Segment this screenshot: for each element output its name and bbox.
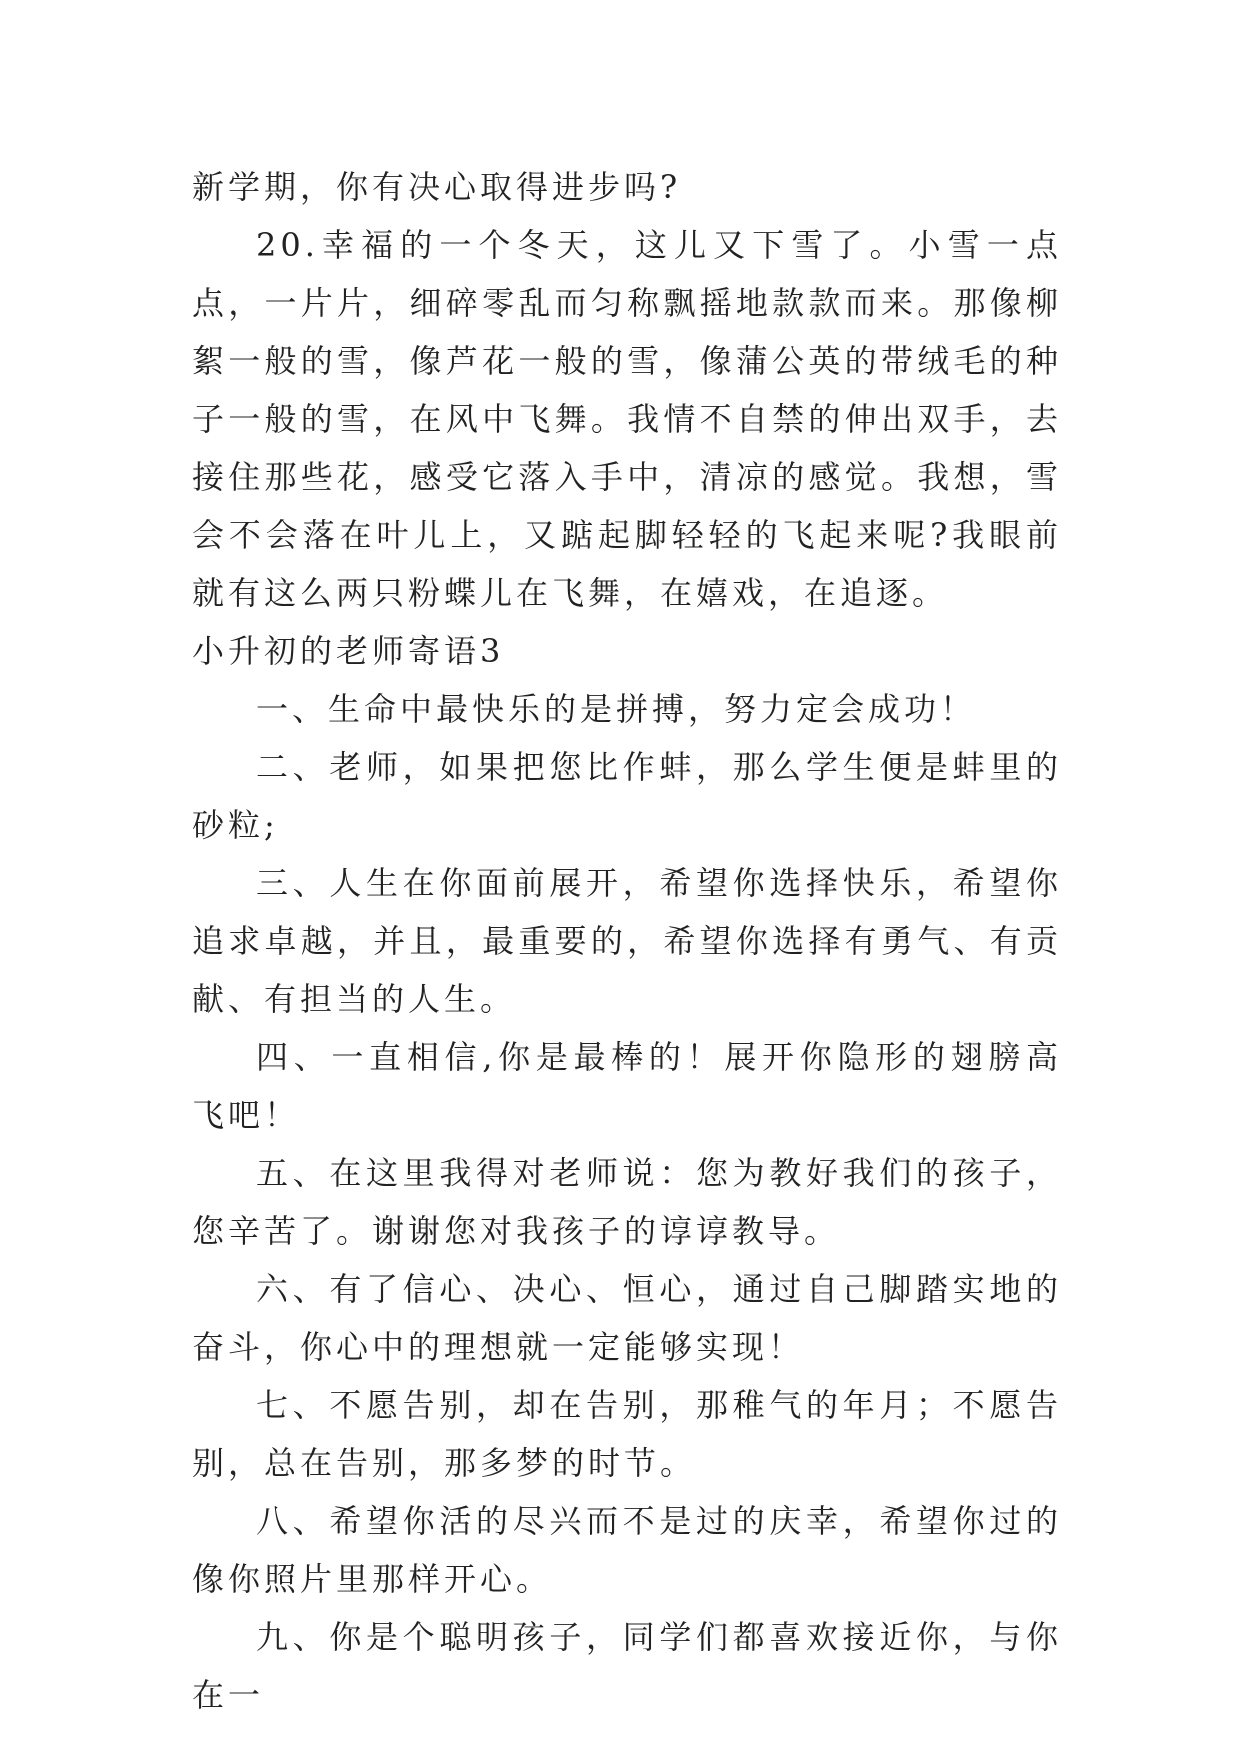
list-item-4: 四、一直相信,你是最棒的！展开你隐形的翅膀高飞吧！ <box>192 1038 1062 1134</box>
list-item-8: 八、希望你活的尽兴而不是过的庆幸，希望你过的像你照片里那样开心。 <box>192 1502 1062 1598</box>
list-item-7: 七、不愿告别，却在告别，那稚气的年月；不愿告别，总在告别，那多梦的时节。 <box>192 1386 1062 1482</box>
document-body <box>192 158 1062 1724</box>
list-item-1: 一、生命中最快乐的是拼搏，努力定会成功！ <box>256 690 977 728</box>
list-item-3: 三、人生在你面前展开，希望你选择快乐，希望你追求卓越，并且，最重要的，希望你选择有勇气、有贡献、有担当的人生。 <box>192 864 1062 1018</box>
paragraph-20-winter-snow: 20.幸福的一个冬天，这儿又下雪了。小雪一点点，一片片，细碎零乱而匀称飘摇地款款而来。那像柳絮一般的雪，像芦花一般的雪，像蒲公英的带绒毛的种子一般的雪，在风中飞舞。我情不自禁的伸出双手，去接住那些花，感受它落入手中，清凉的感觉。我想，雪会不会落在叶儿上，又踮起脚轻轻的飞起来呢?我眼前就有这么两只粉蝶儿在飞舞，在嬉戏，在追逐。 <box>192 226 1062 612</box>
list-item-9: 九、你是个聪明孩子，同学们都喜欢接近你，与你在一 <box>192 1618 1062 1714</box>
section-heading: 小升初的老师寄语3 <box>192 632 505 670</box>
list-item-5: 五、在这里我得对老师说：您为教好我们的孩子，您辛苦了。谢谢您对我孩子的谆谆教导。 <box>192 1154 1062 1250</box>
list-item-6: 六、有了信心、决心、恒心，通过自己脚踏实地的奋斗，你心中的理想就一定能够实现！ <box>192 1270 1062 1366</box>
paragraph-continuation: 新学期，你有决心取得进步吗? <box>192 168 682 206</box>
list-item-2: 二、老师，如果把您比作蚌，那么学生便是蚌里的砂粒; <box>192 748 1062 844</box>
